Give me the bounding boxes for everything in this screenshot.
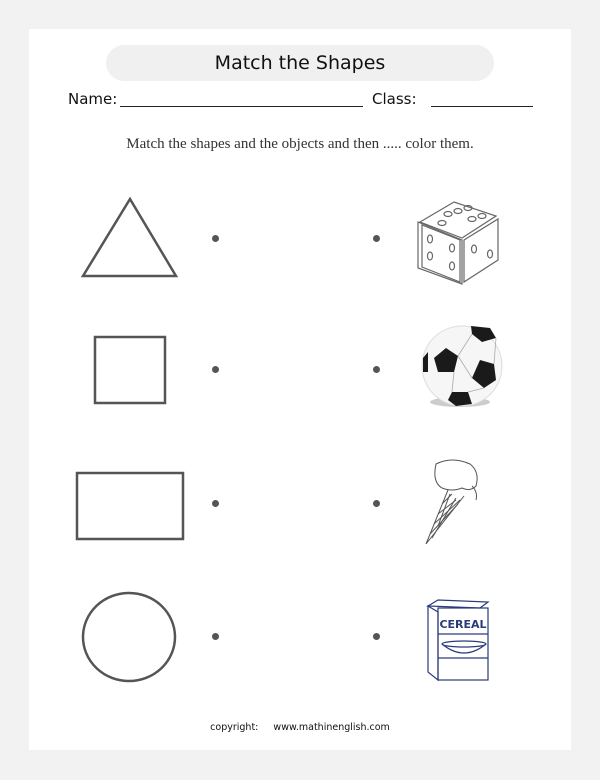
title-text: Match the Shapes: [214, 52, 386, 74]
circle-shape: [80, 590, 180, 686]
copyright-label: copyright:: [210, 722, 259, 733]
match-dot-right-2[interactable]: [373, 366, 380, 373]
match-dot-left-1[interactable]: [212, 235, 219, 242]
name-class-row: [68, 88, 538, 112]
match-dot-left-4[interactable]: [212, 633, 219, 640]
match-dot-right-1[interactable]: [373, 235, 380, 242]
cereal-label: CEREAL: [439, 618, 487, 631]
class-label: Class:: [372, 90, 417, 108]
match-dot-right-4[interactable]: [373, 633, 380, 640]
square-shape: [92, 334, 168, 406]
dice-icon: [412, 194, 504, 286]
match-dot-left-2[interactable]: [212, 366, 219, 373]
footer: [0, 722, 600, 733]
rectangle-shape: [74, 470, 186, 542]
cereal-box-icon: [424, 596, 494, 682]
website-link[interactable]: www.mathinenglish.com: [273, 722, 390, 733]
triangle-shape: [80, 196, 180, 280]
name-label: Name:: [68, 90, 118, 108]
name-blank-line[interactable]: [120, 106, 363, 107]
class-blank-line[interactable]: [431, 106, 533, 107]
match-dot-left-3[interactable]: [212, 500, 219, 507]
instructions-text: Match the shapes and the objects and then ..... color them.: [126, 136, 474, 152]
soccer-ball-icon: [416, 322, 510, 412]
ice-cream-cone-icon: [422, 458, 484, 548]
match-dot-right-3[interactable]: [373, 500, 380, 507]
worksheet-title: [106, 45, 494, 81]
